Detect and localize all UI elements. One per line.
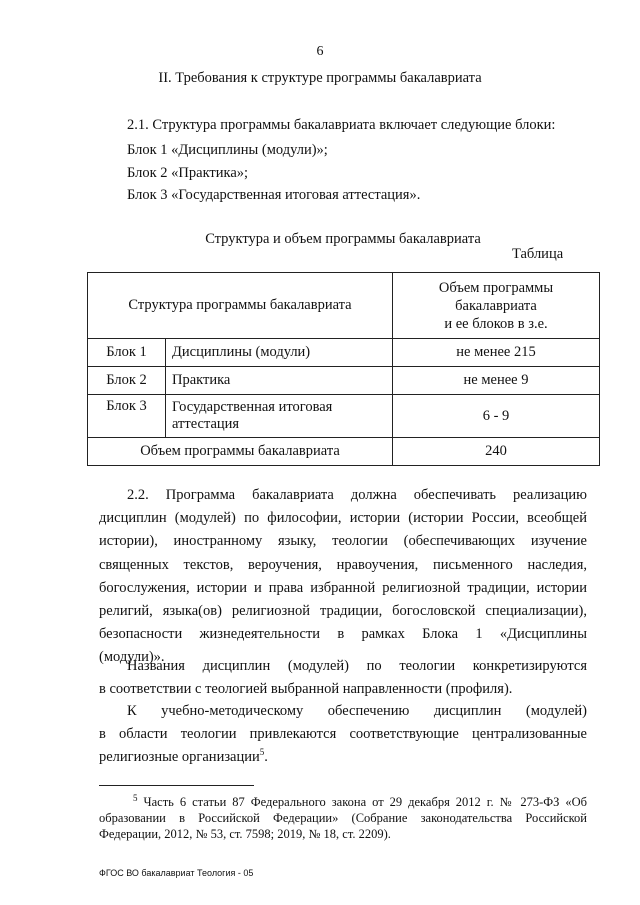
table-row [88, 367, 600, 395]
paragraph-line: религий, языка(ов) религиозной традиции, богословской специализации), [99, 603, 587, 620]
footnote-marker: 5 [133, 792, 138, 803]
header-volume-line: Объем программы [438, 279, 554, 296]
paragraph-line: Названия дисциплин (модулей) по теологии конкретизируются [127, 658, 587, 674]
paragraph-line: истории), иностранному языку, теологии (обеспечивающих изучение [99, 533, 587, 550]
header-volume-line: бакалавриата [455, 297, 537, 314]
paragraph-line-last: религиозные организации$^5$. [99, 747, 268, 766]
paragraph-discipline-names [99, 655, 587, 701]
block-number: Блок 2 [88, 367, 166, 395]
footnote [99, 794, 587, 842]
block-name: Государственная итоговая аттестация [166, 395, 393, 438]
section-title: II. Требования к структуре программы бакалавриата [158, 70, 482, 86]
paragraph-line: священных текстов, вероучения, нравоучения, письменного наследия, [99, 556, 587, 573]
table-total-row [88, 438, 600, 466]
header-structure: Структура программы бакалавриата [88, 273, 393, 339]
paragraph-line: в области теологии привлекаются соответствующие централизованные [99, 726, 587, 743]
paragraph-line: в соответствии с теологией выбранной направленности (профиля). [99, 681, 513, 698]
total-label: Объем программы бакалавриата [88, 438, 393, 466]
paragraph-line: религиозные организации [99, 749, 260, 766]
block-list-item: Блок 1 «Дисциплины (модули)»; [127, 142, 328, 158]
block-name: Практика [166, 367, 393, 395]
block-list-item: Блок 2 «Практика»; [127, 165, 249, 181]
header-volume-line: и ее блоков в з.е. [444, 315, 548, 332]
block-name: Дисциплины (модули) [166, 339, 393, 367]
table-caption: Структура и объем программы бакалавриата [205, 231, 481, 247]
table-row [88, 339, 600, 367]
paragraph-methodical-support [99, 700, 587, 770]
clause-2-1-intro: 2.1. Структура программы бакалавриата включает следующие блоки: [127, 117, 556, 133]
structure-table [87, 272, 600, 466]
table-label: Таблица [512, 246, 564, 262]
page-number: 6 [316, 44, 324, 59]
paragraph-line: (модули)». [99, 649, 165, 666]
total-value: 240 [393, 438, 600, 466]
clause-2-2 [99, 484, 587, 670]
page-footer: ФГОС ВО бакалавриат Теология - 05 [99, 868, 254, 878]
block-list-item: Блок 3 «Государственная итоговая аттестация». [127, 187, 421, 203]
block-volume: 6 - 9 [393, 395, 600, 438]
block-number: Блок 3 [88, 395, 166, 438]
footnote-divider [99, 785, 254, 786]
footnote-text: Часть 6 статьи 87 Федерального закона от 29 декабря 2012 г. № 273-ФЗ «Об образовании в Российской Федерации» (Собрание законодательства Российской Федерации, 2012, № 53, ст. 7598; 2019, № 18, ст. 2209). [99, 795, 588, 841]
paragraph-line: 2.2. Программа бакалавриата должна обеспечивать реализацию [127, 487, 587, 503]
table-header-row [88, 273, 600, 339]
block-volume: не менее 9 [393, 367, 600, 395]
paragraph-line: безопасности жизнедеятельности в рамках Блока 1 «Дисциплины [99, 626, 587, 643]
paragraph-line: К учебно-методическому обеспечению дисциплин (модулей) [127, 703, 587, 719]
header-volume [393, 273, 600, 339]
table-row [88, 395, 600, 438]
paragraph-line: дисциплин (модулей) по философии, истории (истории России, всеобщей [99, 510, 587, 527]
block-number: Блок 1 [88, 339, 166, 367]
paragraph-line: богослужения, истории и права избранной религиозной традиции, истории [99, 579, 587, 596]
block-volume: не менее 215 [393, 339, 600, 367]
footnote-reference[interactable]: 5 [259, 747, 265, 758]
